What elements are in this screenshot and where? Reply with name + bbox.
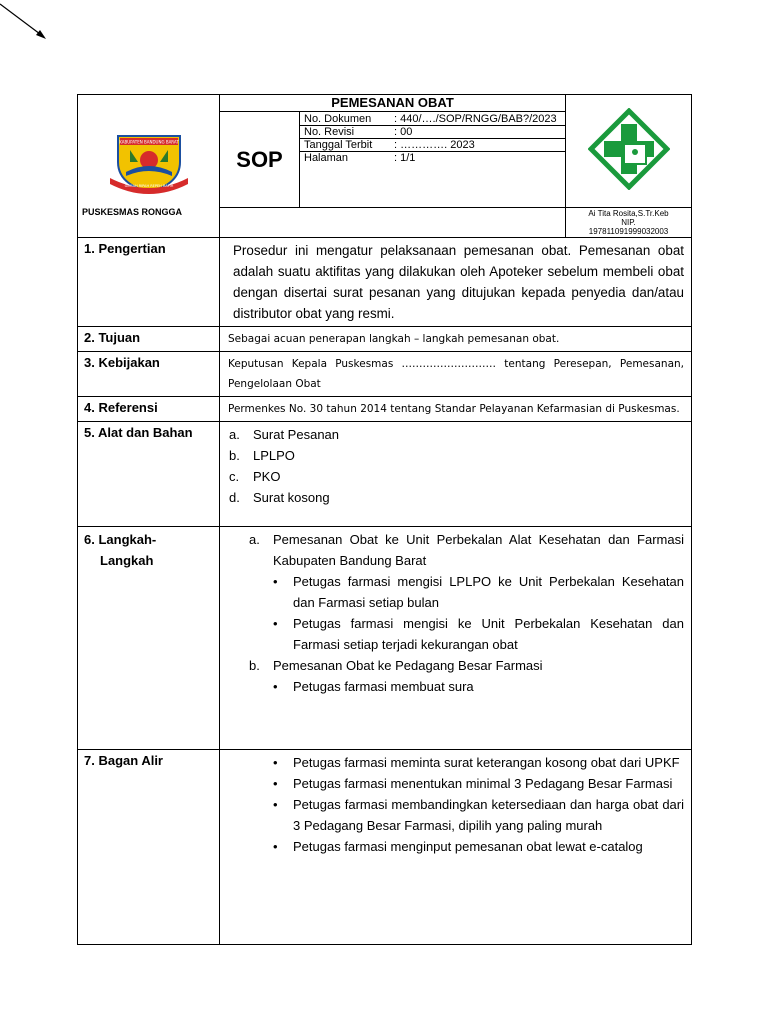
signer-block	[566, 208, 692, 238]
list-item	[229, 487, 684, 508]
kabupaten-logo-icon	[108, 132, 190, 196]
list-item	[229, 445, 684, 466]
bullet-dot-icon: •	[273, 616, 278, 631]
section-label: 2. Tujuan	[78, 327, 220, 352]
bullet-item	[273, 836, 684, 857]
bullet-text: Petugas farmasi membandingkan ketersediaan dan harga obat dari 3 Pedagang Besar Farmasi, dipilih yang paling murah	[293, 797, 684, 833]
document-meta	[300, 112, 566, 208]
meta-row-halaman	[300, 152, 565, 178]
list-marker: b.	[229, 448, 240, 463]
list-marker: a.	[229, 427, 240, 442]
step-item	[249, 529, 684, 655]
meta-value: : 00	[394, 126, 413, 138]
meta-row-tanggal-terbit	[300, 139, 565, 152]
bullet-dot-icon: •	[273, 797, 278, 812]
list-text: Surat kosong	[253, 490, 330, 505]
bullet-item	[273, 752, 684, 773]
sop-body	[77, 237, 692, 945]
bullet-text: Petugas farmasi menginput pemesanan obat lewat e-catalog	[293, 839, 643, 854]
list-text: PKO	[253, 469, 281, 484]
meta-label: No. Dokumen	[304, 113, 372, 125]
logo-top-text: KABUPATEN BANDUNG BARAT	[118, 139, 179, 144]
sop-label: SOP	[220, 112, 300, 208]
tujuan-text: Sebagai acuan penerapan langkah – langkah pemesanan obat.	[220, 327, 692, 352]
signer-nip: 197811091999032003	[588, 227, 669, 236]
bullet-dot-icon: •	[273, 574, 278, 589]
row-referensi	[78, 397, 692, 422]
langkah-label-line-1: 6. Langkah-	[84, 532, 157, 547]
langkah-steps	[220, 527, 692, 750]
bullet-item	[273, 794, 684, 836]
meta-value: : 440/…./SOP/RNGG/BAB?/2023	[394, 113, 557, 125]
signer-nip-label: NIP.	[621, 218, 636, 227]
bullet-text: Petugas farmasi membuat sura	[293, 679, 474, 694]
list-item	[229, 424, 684, 445]
bullet-dot-icon: •	[273, 839, 278, 854]
meta-label: Tanggal Terbit	[304, 139, 373, 151]
bullet-dot-icon: •	[273, 755, 278, 770]
meta-value: : …………. 2023	[394, 139, 475, 151]
list-text: Surat Pesanan	[253, 427, 340, 442]
section-label: 4. Referensi	[78, 397, 220, 422]
logo-right-cell	[566, 95, 692, 208]
section-label	[78, 527, 220, 750]
meta-value: : 1/1	[394, 152, 416, 164]
puskesmas-logo-icon	[588, 108, 670, 190]
step-item	[249, 655, 684, 697]
bullet-text: Petugas farmasi meminta surat keterangan kosong obat dari UPKF	[293, 755, 680, 770]
pengertian-text: Prosedur ini mengatur pelaksanaan pemesanan obat. Pemesanan obat adalah suatu aktifitas yang dilakukan oleh Apoteker sebelum membeli obat dengan disertai surat pesanan yang ditujukan kepada penyedia dan/atau distributor obat yang resmi.	[220, 238, 692, 327]
bullet-dot-icon: •	[273, 776, 278, 791]
meta-row-no-revisi	[300, 126, 565, 139]
bullet-item	[273, 676, 684, 697]
referensi-text: Permenkes No. 30 tahun 2014 tentang Standar Pelayanan Kefarmasian di Puskesmas.	[220, 397, 692, 422]
section-label: 7. Bagan Alir	[78, 750, 220, 945]
bullet-item	[273, 773, 684, 794]
logo-bottom-text: GEMAH RIPAH REPEH RAPIH	[124, 183, 173, 188]
section-label: 3. Kebijakan	[78, 352, 220, 397]
meta-row-no-dokumen	[300, 112, 565, 126]
step-marker: a.	[249, 532, 260, 547]
corner-arrow-icon	[0, 0, 60, 50]
row-langkah	[78, 527, 692, 750]
empty-signature-cell	[220, 208, 566, 238]
list-text: LPLPO	[253, 448, 295, 463]
step-text: Pemesanan Obat ke Unit Perbekalan Alat Kesehatan dan Farmasi Kabupaten Bandung Barat	[273, 532, 684, 568]
alat-bahan-list	[220, 422, 692, 527]
bullet-dot-icon: •	[273, 679, 278, 694]
meta-label: No. Revisi	[304, 126, 355, 138]
row-pengertian	[78, 238, 692, 327]
bullet-text: Petugas farmasi mengisi ke Unit Perbekalan Kesehatan dan Farmasi setiap terjadi kekurangan obat	[293, 616, 684, 652]
row-bagan-alir	[78, 750, 692, 945]
sop-document	[77, 94, 691, 945]
step-text: Pemesanan Obat ke Pedagang Besar Farmasi	[273, 658, 543, 673]
signer-name: Ai Tita Rosita,S.Tr.Keb	[588, 209, 669, 218]
langkah-label-line-2: Langkah	[100, 553, 154, 568]
section-label: 5. Alat dan Bahan	[78, 422, 220, 527]
bullet-item	[273, 613, 684, 655]
section-label: 1. Pengertian	[78, 238, 220, 327]
row-kebijakan	[78, 352, 692, 397]
kebijakan-text: Keputusan Kepala Puskesmas ……………………… tentang Peresepan, Pemesanan, Pengelolaan Obat	[220, 352, 692, 397]
step-marker: b.	[249, 658, 260, 673]
row-alat-bahan	[78, 422, 692, 527]
bullet-text: Petugas farmasi menentukan minimal 3 Pedagang Besar Farmasi	[293, 776, 673, 791]
list-item	[229, 466, 684, 487]
bullet-text: Petugas farmasi mengisi LPLPO ke Unit Perbekalan Kesehatan dan Farmasi setiap bulan	[293, 574, 684, 610]
bullet-item	[273, 571, 684, 613]
instansi-name: PUSKESMAS RONGGA	[82, 207, 183, 217]
list-marker: c.	[229, 469, 240, 484]
document-title: PEMESANAN OBAT	[220, 95, 566, 112]
list-marker: d.	[229, 490, 240, 505]
bagan-alir-list	[220, 750, 692, 945]
meta-label: Halaman	[304, 152, 349, 164]
row-tujuan	[78, 327, 692, 352]
